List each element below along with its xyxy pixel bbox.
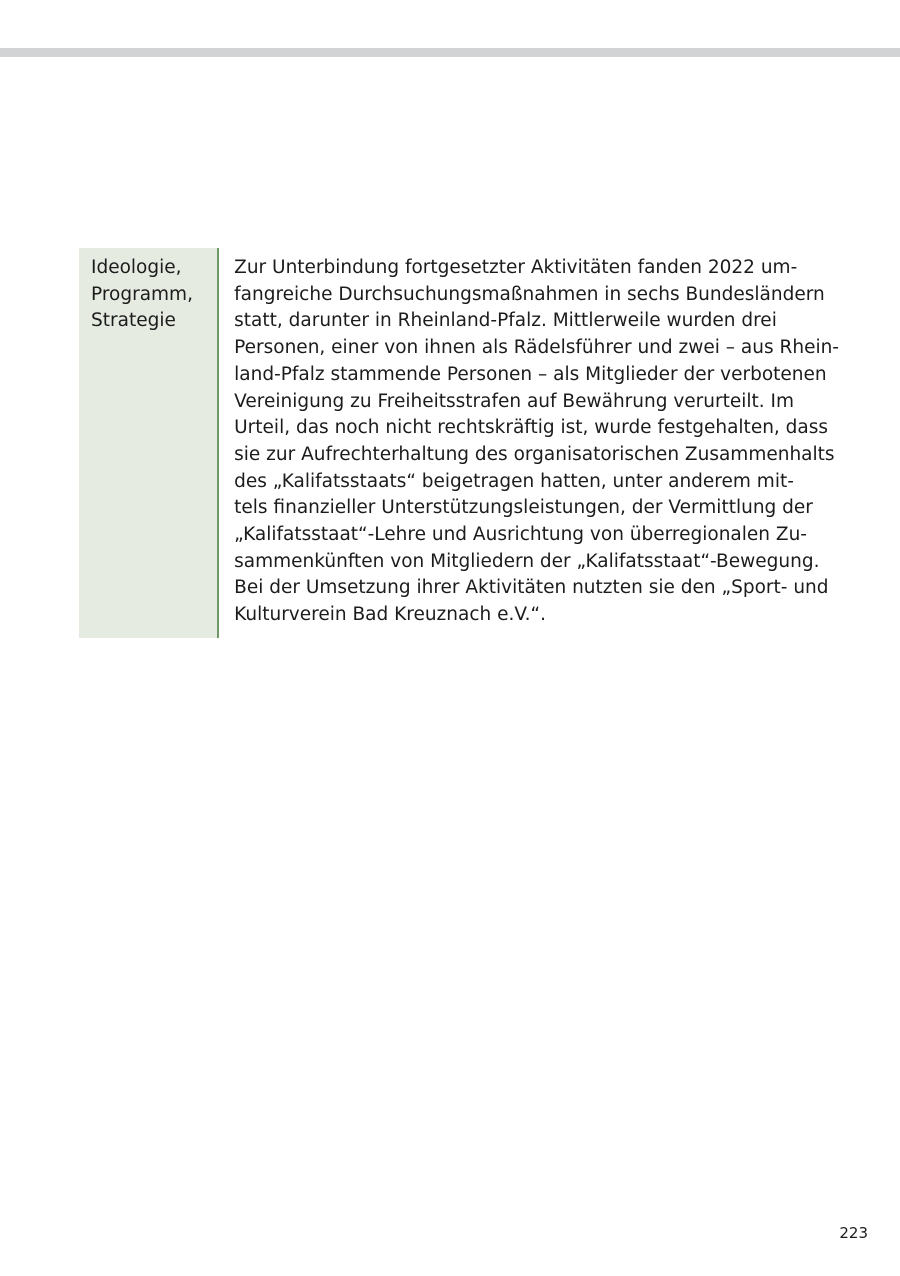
body-text-line: Vereinigung zu Freiheitsstrafen auf Bewährung verurteilt. Im: [234, 390, 795, 412]
section-label-line: Strategie: [91, 310, 176, 331]
body-text-line: des „Kalifatsstaats“ beigetragen hatten, unter anderem mit-: [234, 470, 794, 492]
body-text-line: sammenkünften von Mitgliedern der „Kalifatsstaat“-Bewegung.: [234, 550, 820, 572]
body-text-line: Bei der Umsetzung ihrer Aktivitäten nutzten sie den „Sport- und: [234, 577, 829, 599]
body-text-line: Urteil, das noch nicht rechtskräftig ist, wurde festgehalten, dass: [234, 417, 829, 439]
body-text-line: statt, darunter in Rheinland-Pfalz. Mittlerweile wurden drei: [234, 310, 777, 332]
header-rule: [0, 48, 900, 57]
section-label-cell: [79, 248, 219, 638]
section-label-line: Programm,: [91, 283, 193, 305]
body-text-line: Zur Unterbindung fortgesetzter Aktivitäten fanden 2022 um-: [234, 257, 798, 278]
body-text-line: fangreiche Durchsuchungsmaßnahmen in sechs Bundesländern: [234, 283, 825, 305]
body-text-line: land-Pfalz stammende Personen – als Mitglieder der verbotenen: [234, 363, 827, 385]
page-number: 223: [839, 1224, 868, 1242]
body-text-line: Personen, einer von ihnen als Rädelsführer und zwei – aus Rhein-: [234, 337, 839, 359]
section-label-line: Ideologie,: [91, 257, 182, 278]
section-body-text: [219, 248, 839, 638]
body-text-line: Kulturverein Bad Kreuznach e.V.“.: [234, 604, 546, 626]
info-section: [79, 248, 839, 638]
body-text-line: sie zur Aufrechterhaltung des organisatorischen Zusammenhalts: [234, 443, 835, 465]
body-text-line: tels finanzieller Unterstützungsleistungen, der Vermittlung der: [234, 497, 813, 519]
body-text-line: „Kalifatsstaat“-Lehre und Ausrichtung von überregionalen Zu-: [234, 524, 807, 546]
